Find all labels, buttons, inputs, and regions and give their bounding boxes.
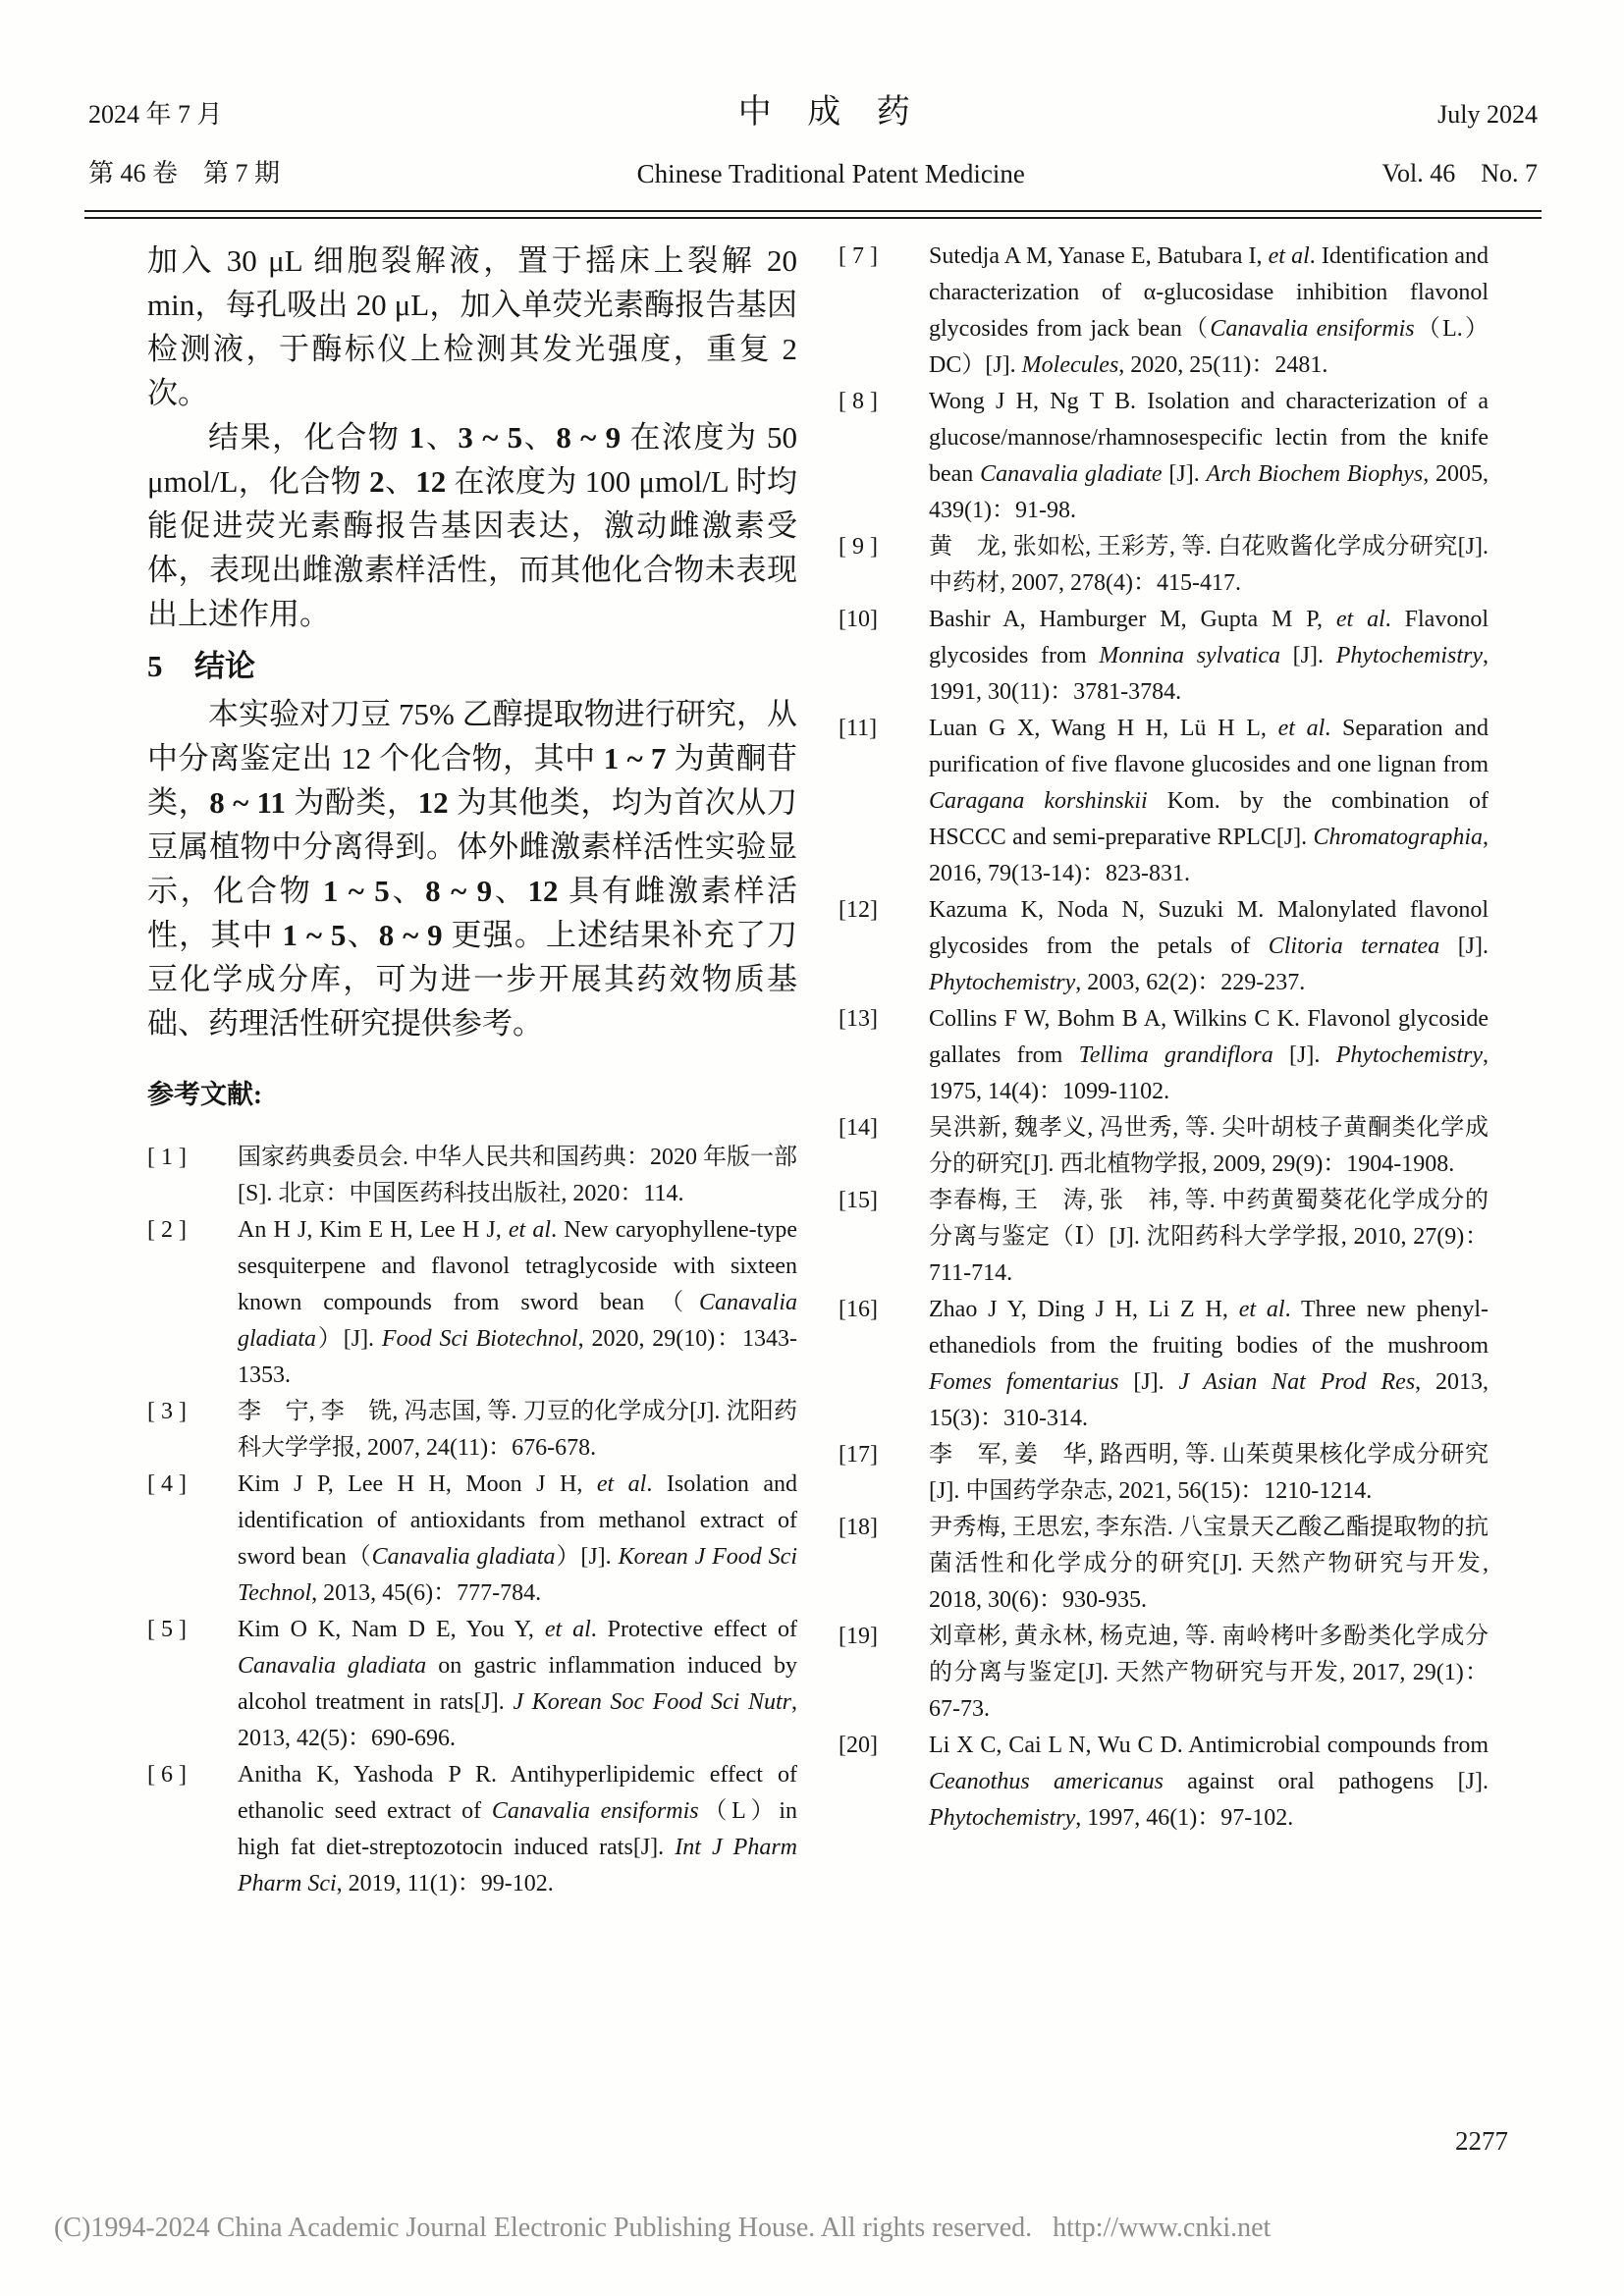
text-segment: Li X C, Cai L N, Wu C D. Antimicrobial compounds from [929,1733,1489,1758]
reference-item [147,1212,797,1394]
text-segment: 结果，化合物 [208,420,409,454]
reference-item [147,1757,797,1902]
reference-number: [ 8 ] [839,389,878,414]
copyright-notice: (C)1994-2024 China Academic Journal Electronic Publishing House. All rights reserved. http://www.cnki.net [54,2213,1272,2243]
page-number: 2277 [1455,2126,1508,2156]
reference-text [929,1624,1489,1722]
reference-number: [ 5 ] [147,1617,187,1642]
text-segment: , 2013, 45(6)：777-784. [311,1580,542,1606]
italic-text: Int J Pharm Pharm Sci [238,1835,797,1896]
compound-number: 2 [369,464,385,499]
text-segment: 李 宁, 李 铣, 冯志国, 等. 刀豆的化学成分[J]. 沈阳药科大学学报, 2007, 24(11)：676-678. [238,1399,797,1461]
left-column [147,239,797,1902]
header-volume-en: Vol. 46 No. 7 [1381,159,1538,187]
text-segment: , 2020, 29(10)：1343-1353. [238,1326,798,1388]
italic-text: Ceanothus americanus [929,1769,1164,1794]
header-center-block [636,94,1025,188]
italic-text: Food Sci Biotechnol [381,1326,578,1352]
text-segment: , 2020, 25(11)：2481. [1118,352,1328,378]
text-segment: 为黄酮苷类， [147,741,798,820]
italic-text: Fomes fomentarius [929,1369,1119,1395]
section-heading-conclusion [147,644,797,688]
reference-item [839,1292,1489,1437]
text-segment: 、 [389,874,426,908]
references-heading: 参考文献: [147,1080,262,1109]
italic-text: et al [1335,607,1385,632]
compound-number: 12 [527,874,559,908]
reference-item [147,1467,797,1612]
text-segment: Collins F W, Bohm B A, Wilkins C K. Flavonol glycoside gallates from [929,1006,1489,1068]
text-segment: 李 军, 姜 华, 路西明, 等. 山茱萸果核化学成分研究[J]. 中国药学杂志, 2021, 56(15)：1210-1214. [929,1442,1489,1504]
reference-item [839,1437,1489,1510]
italic-text: Caragana korshinskii [929,788,1148,814]
reference-number: [12] [839,897,878,923]
text-segment: [J]. [1439,934,1489,959]
text-segment: 、 [522,420,557,454]
text-segment: Sutedja A M, Yanase E, Batubara I, [929,243,1269,269]
text-segment: 更强。上述结果补充了刀豆化学成分库，可为进一步开展其药效物质基础、药理活性研究提供参考。 [147,918,798,1041]
italic-text: Phytochemistry [1335,1042,1483,1068]
italic-text: Molecules [1021,352,1119,378]
text-segment: 黄 龙, 张如松, 王彩芳, 等. 白花败酱化学成分研究[J]. 中药材, 2007, 278(4)：415-417. [929,534,1489,596]
text-segment: 、 [346,918,379,952]
reference-number: [16] [839,1297,878,1322]
text-segment: （L.）DC）[J]. [929,316,1489,378]
reference-number: [13] [839,1006,878,1032]
header-double-rule [84,210,1542,219]
reference-number: [ 6 ] [147,1762,187,1788]
text-segment: Bashir A, Hamburger M, Gupta M P, [929,607,1336,632]
italic-text: J Asian Nat Prod Res [1178,1369,1416,1395]
italic-text: et al [1238,1297,1285,1322]
text-segment: , 2005, 439(1)：91-98. [929,461,1489,523]
header-issue-date-en: July 2024 [1437,100,1538,129]
compound-number: 1 ~ 5 [282,918,347,952]
journal-title-cn: 中 成 药 [737,94,924,131]
reference-number: [ 7 ] [839,243,878,269]
text-segment: Kim O K, Nam D E, You Y, [238,1617,545,1642]
reference-number: [17] [839,1442,878,1468]
text-segment: , 1975, 14(4)：1099-1102. [929,1042,1489,1104]
text-segment: 刘章彬, 黄永林, 杨克迪, 等. 南岭栲叶多酚类化学成分的分离与鉴定[J]. 天然产物研究与开发, 2017, 29(1)：67-73. [929,1624,1489,1722]
italic-text: et al [1277,716,1326,741]
italic-text: et al [508,1217,552,1243]
text-segment: . Flavonol glycosides from [929,607,1489,668]
reference-text [238,1762,797,1896]
compound-number: 8 ~ 9 [378,918,443,952]
italic-text: Canavalia gladiata [238,1290,797,1352]
text-segment: . Identification and characterization of α-glucosidase inhibition flavonol glycosides from jack bean（ [929,243,1489,342]
reference-text [929,716,1489,886]
text-segment: on gastric inflammation induced by alcohol treatment in rats[J]. [238,1653,797,1715]
reference-item [839,239,1489,384]
reference-number: [ 3 ] [147,1399,187,1424]
italic-text: Phytochemistry [929,1805,1076,1831]
text-segment: 李春梅, 王 涛, 张 祎, 等. 中药黄蜀葵花化学成分的分离与鉴定（Ⅰ）[J]. 沈阳药科大学学报, 2010, 27(9)：711-714. [929,1188,1489,1286]
compound-number: 1 ~ 7 [603,741,667,775]
compound-number: 8 ~ 9 [425,874,493,908]
italic-text: Canavalia gladiata [371,1544,556,1570]
reference-text [929,534,1489,596]
reference-text [929,1115,1489,1177]
reference-number: [18] [839,1515,878,1540]
body-paragraph-results [147,415,797,636]
reference-text [238,1217,797,1388]
text-segment: 为其他类，均为首次从刀豆属植物中分离得到。体外雌激素样活性实验显示，化合物 [147,785,798,908]
text-segment: . Isolation and identification of antioxidants from methanol extract of sword bean（ [238,1471,798,1570]
reference-text [929,389,1489,523]
reference-text [929,1442,1489,1504]
text-segment: . New caryophyllene-type sesquiterpene and flavonol tetraglycoside with sixteen known compounds from sword bean（ [238,1217,797,1315]
reference-text [929,607,1489,705]
reference-number: [ 2 ] [147,1217,187,1243]
text-segment: , 2003, 62(2)：229-237. [1075,970,1306,995]
italic-text: J Korean Soc Food Sci Nutr [513,1689,791,1715]
reference-text [929,1733,1489,1831]
reference-number: [11] [839,716,878,741]
reference-text [929,1297,1489,1431]
reference-item [839,1001,1489,1110]
text-segment: , 2016, 79(13-14)：823-831. [929,825,1489,886]
italic-text: et al [596,1471,647,1497]
compound-number: 8 ~ 11 [209,785,286,820]
compound-number: 12 [415,464,447,499]
header-left-block [88,100,280,188]
text-segment: . Three new phenyl-ethanediols from the fruiting bodies of the mushroom [929,1297,1489,1359]
italic-text: et al [544,1617,591,1642]
reference-item [147,1612,797,1757]
header-volume-cn: 第 46 卷 第 7 期 [88,159,281,187]
reference-text [929,243,1489,378]
text-segment: Kom. by the combination of HSCCC and semi-preparative RPLC[J]. [929,788,1489,850]
reference-text [929,897,1489,995]
compound-number: 8 ~ 9 [556,420,622,454]
text-segment: Wong J H, Ng T B. Isolation and characterization of a glucose/mannose/rhamnosespecific lectin from the knife bean [929,389,1489,487]
compound-number: 12 [417,785,449,820]
italic-text: Korean J Food Sci Technol [238,1544,798,1606]
reference-text [238,1399,797,1461]
body-paragraph-methods [147,239,797,415]
reference-item [839,1619,1489,1728]
reference-text [238,1471,797,1606]
reference-text [929,1515,1489,1613]
text-segment: Zhao J Y, Ding J H, Li Z H, [929,1297,1239,1322]
reference-number: [ 1 ] [147,1145,187,1170]
body-paragraph-conclusion [147,692,797,1045]
reference-item [147,1140,797,1212]
reference-item [147,1394,797,1467]
text-segment: , 1991, 30(11)：3781-3784. [929,643,1489,705]
italic-text: et al [1268,243,1310,269]
text-segment: ）[J]. [555,1544,619,1570]
text-segment: [J]. [1118,1369,1179,1395]
references-list-left [147,1140,797,1902]
reference-number: [15] [839,1188,878,1213]
reference-text [929,1188,1489,1286]
italic-text: Arch Biochem Biophys [1206,461,1424,487]
text-segment: , 2013, 42(5)：690-696. [238,1689,797,1751]
text-segment: 尹秀梅, 王思宏, 李东浩. 八宝景天乙酸乙酯提取物的抗菌活性和化学成分的研究[J]. 天然产物研究与开发, 2018, 30(6)：930-935. [929,1515,1489,1613]
reference-text [929,1006,1489,1104]
reference-item [839,1728,1489,1837]
reference-number: [14] [839,1115,878,1141]
references-list-right [839,239,1489,1837]
text-segment: [J]. [1272,1042,1336,1068]
section-title: 结论 [194,649,256,683]
text-segment: 加入 30 μL 细胞裂解液，置于摇床上裂解 20 min，每孔吸出 20 μL，加入单荧光素酶报告基因检测液，于酶标仪上检测其发光强度，重复 2 次。 [147,243,797,410]
text-segment: Luan G X, Wang H H, Lü H L, [929,716,1278,741]
text-segment: 吴洪新, 魏孝义, 冯世秀, 等. 尖叶胡枝子黄酮类化学成分的研究[J]. 西北植物学报, 2009, 29(9)：1904-1908. [929,1115,1489,1177]
text-segment: 、 [384,464,416,499]
text-segment: 、 [492,874,528,908]
italic-text: Canavalia gladiate [980,461,1163,487]
reference-text [238,1145,797,1206]
article-body [147,239,1489,1902]
text-segment: 本实验对刀豆 75% 乙醇提取物进行研究，从中分离鉴定出 12 个化合物，其中 [147,697,797,775]
text-segment: , 2019, 11(1)：99-102. [336,1871,554,1896]
italic-text: Monnina sylvatica [1099,643,1280,668]
reference-item [839,384,1489,529]
text-segment: 国家药典委员会. 中华人民共和国药典：2020 年版一部[S]. 北京：中国医药科技出版社, 2020：114. [238,1145,797,1206]
journal-title-en: Chinese Traditional Patent Medicine [636,159,1025,188]
text-segment: . Separation and purification of five flavone glucosides and one lignan from [929,716,1489,777]
reference-number: [20] [839,1733,878,1758]
italic-text: Phytochemistry [1335,643,1483,668]
reference-number: [ 4 ] [147,1471,187,1497]
header-right-block [1382,100,1538,188]
text-segment: 具有雌激素样活性，其中 [147,874,798,952]
text-segment: 为酚类， [285,785,418,820]
right-column [839,239,1489,1902]
italic-text: Canavalia gladiata [238,1653,427,1679]
compound-number: 3 ~ 5 [458,420,523,454]
reference-number: [10] [839,607,878,632]
page-header [88,94,1538,188]
italic-text: Tellima grandiflora [1078,1042,1273,1068]
reference-number: [19] [839,1624,878,1649]
italic-text: Canavalia ensiformis [1210,316,1415,342]
italic-text: Phytochemistry [929,970,1076,995]
reference-number: [ 9 ] [839,534,878,560]
text-segment: , 1997, 46(1)：97-102. [1075,1805,1294,1831]
text-segment: Kazuma K, Noda N, Suzuki M. Malonylated flavonol glycosides from the petals of [929,897,1489,959]
text-segment: （L）in high fat diet-streptozotocin induced rats[J]. [238,1798,797,1860]
reference-item [839,1183,1489,1292]
italic-text: Chromatographia [1313,825,1483,850]
text-segment: Anitha K, Yashoda P R. Antihyperlipidemic effect of ethanolic seed extract of [238,1762,797,1824]
compound-number: 1 [408,420,425,454]
text-segment: 在浓度为 50 μmol/L，化合物 [147,420,798,499]
section-number: 5 [147,649,163,683]
reference-item [839,529,1489,602]
text-segment: 在浓度为 100 μmol/L 时均能促进荧光素酶报告基因表达，激动雌激素受体，表现出雌激素样活性，而其他化合物未表现出上述作用。 [147,464,798,631]
reference-item [839,1110,1489,1183]
text-segment: . Protective effect of [590,1617,797,1642]
text-segment: against oral pathogens [J]. [1163,1769,1489,1794]
compound-number: 1 ~ 5 [322,874,390,908]
reference-item [839,892,1489,1001]
text-segment: An H J, Kim E H, Lee H J, [238,1217,509,1243]
italic-text: Clitoria ternatea [1268,934,1440,959]
reference-item [839,602,1489,711]
header-issue-date-cn: 2024 年 7 月 [88,100,223,129]
text-segment: , 2013, 15(3)：310-314. [929,1369,1489,1431]
italic-text: Canavalia ensiformis [491,1798,699,1824]
reference-item [839,711,1489,892]
text-segment: Kim J P, Lee H H, Moon J H, [238,1471,597,1497]
text-segment: ）[J]. [316,1326,382,1352]
reference-item [839,1510,1489,1619]
reference-text [238,1617,797,1751]
text-segment: 、 [424,420,459,454]
text-segment: [J]. [1162,461,1207,487]
text-segment: [J]. [1280,643,1336,668]
